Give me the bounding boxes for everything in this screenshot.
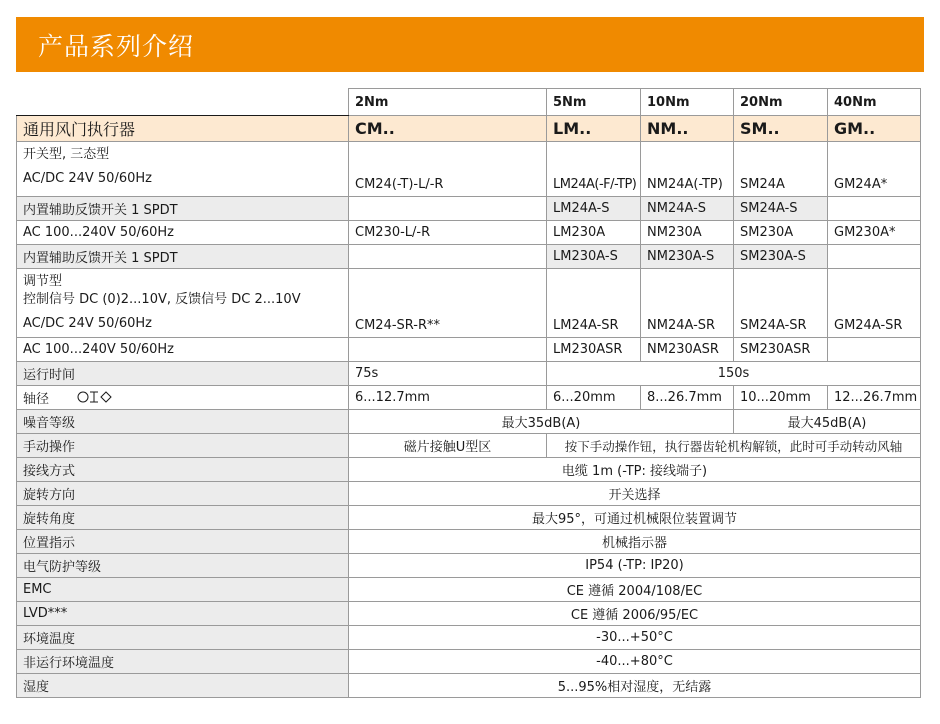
family-cm: CM..: [349, 116, 547, 142]
col-2nm: 2Nm: [349, 89, 547, 116]
mod-signal-label: 控制信号 DC (0)2...10V, 反馈信号 DC 2...10V: [23, 292, 301, 307]
family-sm: SM..: [734, 116, 828, 142]
position-row: [17, 530, 921, 554]
table-cell: -30...+50°C: [349, 626, 921, 650]
angle-label: 旋转角度: [17, 506, 349, 530]
direction-row: [17, 482, 921, 506]
mod-type-label: 调节型: [23, 274, 63, 289]
shaft-symbol: [77, 391, 125, 407]
table-cell: 5...95%相对湿度，无结露: [349, 674, 921, 698]
table-cell: NM230A: [641, 221, 734, 245]
table-cell: 6...12.7mm: [349, 386, 547, 410]
onoff-aux24-label: 内置辅助反馈开关 1 SPDT: [17, 197, 349, 221]
table-cell: 电缆 1m (-TP: 接线端子): [349, 458, 921, 482]
family-label: 通用风门执行器: [17, 116, 349, 142]
mod-ac24-label: [17, 269, 349, 338]
table-cell: 机械指示器: [349, 530, 921, 554]
onoff-type-label: 开关型, 三态型: [23, 147, 110, 162]
table-cell: SM24A-S: [734, 197, 828, 221]
onoff-ac24-supply: AC/DC 24V 50/60Hz: [23, 171, 152, 186]
table-cell: GM24A-SR: [828, 269, 921, 338]
table-cell: LM24A(-F/-TP): [547, 142, 641, 197]
table-cell: CM24-SR-R**: [349, 269, 547, 338]
table-cell: GM24A*: [828, 142, 921, 197]
runtime-label: 运行时间: [17, 362, 349, 386]
table-cell: GM230A*: [828, 221, 921, 245]
table-cell: CM24(-T)-L/-R: [349, 142, 547, 197]
wiring-label: 接线方式: [17, 458, 349, 482]
col-5nm: 5Nm: [547, 89, 641, 116]
storage-row: [17, 650, 921, 674]
table-cell: NM24A-SR: [641, 269, 734, 338]
table-cell: 150s: [547, 362, 921, 386]
humidity-row: [17, 674, 921, 698]
mod-ac230-row: [17, 338, 921, 362]
table-cell: LM230A-S: [547, 245, 641, 269]
mod-ac230-label: AC 100...240V 50/60Hz: [17, 338, 349, 362]
wiring-row: [17, 458, 921, 482]
shaft-label-cell: [17, 386, 349, 410]
table-cell: [349, 197, 547, 221]
table-cell: -40...+80°C: [349, 650, 921, 674]
square-shaft-icon: [101, 392, 111, 402]
onoff-ac230-row: [17, 221, 921, 245]
ip-label: 电气防护等级: [17, 554, 349, 578]
table-cell: 8...26.7mm: [641, 386, 734, 410]
torque-header-row: [17, 89, 921, 116]
lvd-row: [17, 602, 921, 626]
title-banner: [16, 17, 924, 72]
shaft-row: [17, 386, 921, 410]
table-cell: LM230ASR: [547, 338, 641, 362]
table-cell: CM230-L/-R: [349, 221, 547, 245]
table-cell: [828, 338, 921, 362]
table-cell: NM24A-S: [641, 197, 734, 221]
table-cell: LM24A-S: [547, 197, 641, 221]
emc-label: EMC: [17, 578, 349, 602]
table-cell: [349, 338, 547, 362]
header-blank: [17, 89, 349, 116]
col-10nm: 10Nm: [641, 89, 734, 116]
table-cell: SM230ASR: [734, 338, 828, 362]
runtime-row: [17, 362, 921, 386]
table-cell: [828, 197, 921, 221]
family-gm: GM..: [828, 116, 921, 142]
onoff-ac24-label: [17, 142, 349, 197]
table-cell: 最大95°，可通过机械限位装置调节: [349, 506, 921, 530]
table-cell: NM24A(-TP): [641, 142, 734, 197]
onoff-aux230-label: 内置辅助反馈开关 1 SPDT: [17, 245, 349, 269]
table-cell: 磁片接触U型区: [349, 434, 547, 458]
mod-ac24-supply: AC/DC 24V 50/60Hz: [23, 316, 152, 331]
lvd-label: LVD***: [17, 602, 349, 626]
onoff-ac24-row: [17, 142, 921, 197]
table-cell: [349, 245, 547, 269]
table-cell: [828, 245, 921, 269]
table-cell: NM230ASR: [641, 338, 734, 362]
ip-row: [17, 554, 921, 578]
table-cell: SM24A: [734, 142, 828, 197]
angle-row: [17, 506, 921, 530]
onoff-ac230-label: AC 100...240V 50/60Hz: [17, 221, 349, 245]
emc-row: [17, 578, 921, 602]
table-cell: 6...20mm: [547, 386, 641, 410]
mod-ac24-row: [17, 269, 921, 338]
family-row: [17, 116, 921, 142]
round-shaft-icon: [77, 391, 125, 403]
table-cell: SM230A-S: [734, 245, 828, 269]
temp-row: [17, 626, 921, 650]
position-label: 位置指示: [17, 530, 349, 554]
table-cell: 开关选择: [349, 482, 921, 506]
table-cell: SM24A-SR: [734, 269, 828, 338]
table-cell: 12...26.7mm: [828, 386, 921, 410]
table-cell: 75s: [349, 362, 547, 386]
table-cell: IP54 (-TP: IP20): [349, 554, 921, 578]
storage-label: 非运行环境温度: [17, 650, 349, 674]
onoff-aux24-row: [17, 197, 921, 221]
table-cell: 按下手动操作钮，执行器齿轮机构解锁，此时可手动转动风轴: [547, 434, 921, 458]
family-nm: NM..: [641, 116, 734, 142]
manual-label: 手动操作: [17, 434, 349, 458]
manual-row: [17, 434, 921, 458]
table-cell: CE 遵循 2006/95/EC: [349, 602, 921, 626]
table-cell: LM24A-SR: [547, 269, 641, 338]
product-spec-table: [16, 88, 921, 698]
table-cell: 最大35dB(A): [349, 410, 734, 434]
table-cell: CE 遵循 2004/108/EC: [349, 578, 921, 602]
table-cell: 10...20mm: [734, 386, 828, 410]
noise-row: [17, 410, 921, 434]
humidity-label: 湿度: [17, 674, 349, 698]
family-lm: LM..: [547, 116, 641, 142]
table-cell: LM230A: [547, 221, 641, 245]
temp-label: 环境温度: [17, 626, 349, 650]
table-cell: 最大45dB(A): [734, 410, 921, 434]
table-cell: NM230A-S: [641, 245, 734, 269]
noise-label: 噪音等级: [17, 410, 349, 434]
col-40nm: 40Nm: [828, 89, 921, 116]
table-cell: SM230A: [734, 221, 828, 245]
col-20nm: 20Nm: [734, 89, 828, 116]
onoff-aux230-row: [17, 245, 921, 269]
shaft-label: 轴径: [23, 391, 50, 407]
direction-label: 旋转方向: [17, 482, 349, 506]
page-title: 产品系列介绍: [38, 32, 195, 61]
